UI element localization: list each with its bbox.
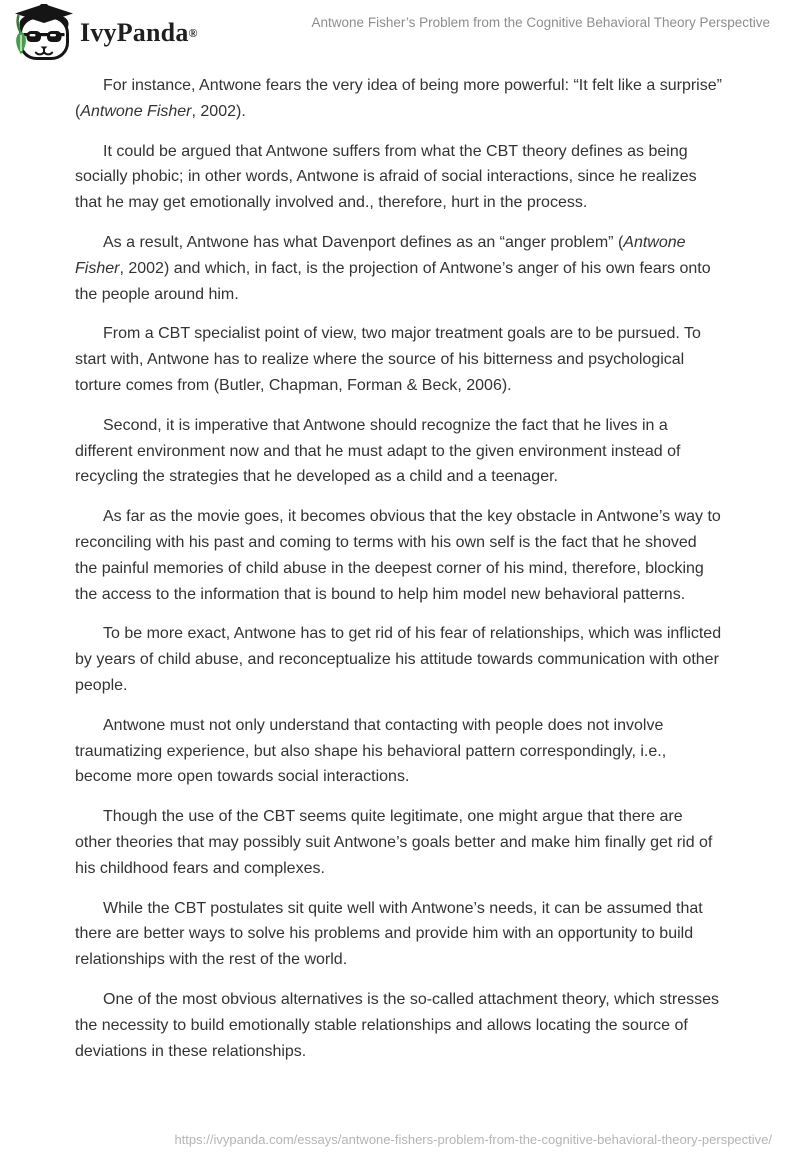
text: Though the use of the CBT seems quite legitimate, one might argue that there are other theories that may possibly suit Antwone’s goals better and make him finally get rid of his childhood fears and complexes. xyxy=(75,808,713,877)
source-url: https://ivypanda.com/essays/antwone-fishers-problem-from-the-cognitive-behavioral-theory-perspective/ xyxy=(174,1132,772,1147)
footer xyxy=(174,1132,772,1147)
italic-text: Antwone Fisher xyxy=(75,233,686,277)
italic-text: Antwone Fisher xyxy=(80,102,192,120)
essay-body xyxy=(0,64,800,1064)
text: , 2002) and which, in fact, is the projection of Antwone’s anger of his own fears onto the people around him. xyxy=(75,259,711,303)
paragraph xyxy=(75,321,722,398)
text: As far as the movie goes, it becomes obvious that the key obstacle in Antwone’s way to reconciling with his past and coming to terms with his own self is the fact that he shoved the painful memories of child abuse in the deepest corner of his mind, therefore, blocking the access to the information that is bound to help him model new behavioral patterns. xyxy=(75,508,721,603)
paragraph xyxy=(75,139,722,216)
text: , 2002). xyxy=(191,102,246,120)
paragraph xyxy=(75,413,722,490)
text: For instance, Antwone fears the very idea of being more powerful: “It felt like a surprise” ( xyxy=(75,77,722,120)
paragraph xyxy=(75,804,722,881)
text: From a CBT specialist point of view, two major treatment goals are to be pursued. To start with, Antwone has to realize where the source of his bitterness and psychological torture comes from (Butler, Chapman, Forman & Beck, 2006). xyxy=(75,325,701,394)
text: Second, it is imperative that Antwone should recognize the fact that he lives in a different environment now and that he must adapt to the given environment instead of recycling the strategies that he developed as a child and a teenager. xyxy=(75,416,681,486)
text: One of the most obvious alternatives is the so-called attachment theory, which stresses the necessity to build emotionally stable relationships and allows locating the source of deviations in these relationships. xyxy=(75,990,719,1060)
text: To be more exact, Antwone has to get rid of his fear of relationships, which was inflicted by years of child abuse, and reconceptualize his attitude towards communication with other people. xyxy=(75,625,722,694)
paragraph xyxy=(75,987,722,1064)
paragraph xyxy=(75,73,722,125)
text: As a result, Antwone has what Davenport defines as an “anger problem” ( xyxy=(103,233,624,251)
panda-graduate-icon xyxy=(13,4,73,61)
document-title: Antwone Fisher’s Problem from the Cognitive Behavioral Theory Perspective xyxy=(311,15,770,30)
paragraph xyxy=(75,230,722,307)
header xyxy=(0,0,800,64)
text: While the CBT postulates sit quite well with Antwone’s needs, it can be assumed that there are better ways to solve his problems and provide him with an opportunity to build relationships with the rest of the world. xyxy=(75,899,703,969)
paragraph xyxy=(75,621,722,698)
ivypanda-logo xyxy=(13,4,198,61)
paragraph xyxy=(75,504,722,607)
paragraph xyxy=(75,896,722,973)
text: It could be argued that Antwone suffers from what the CBT theory defines as being socially phobic; in other words, Antwone is afraid of social interactions, since he realizes that he may get emotionally involved and., therefore, hurt in the process. xyxy=(75,142,697,212)
registered-mark: ® xyxy=(188,25,198,40)
paragraph xyxy=(75,713,722,790)
brand-name: IvyPanda xyxy=(80,17,189,47)
text: Antwone must not only understand that contacting with people does not involve traumatizing experience, but also shape his behavioral pattern correspondingly, i.e., become more open towards social interactions. xyxy=(75,716,667,786)
